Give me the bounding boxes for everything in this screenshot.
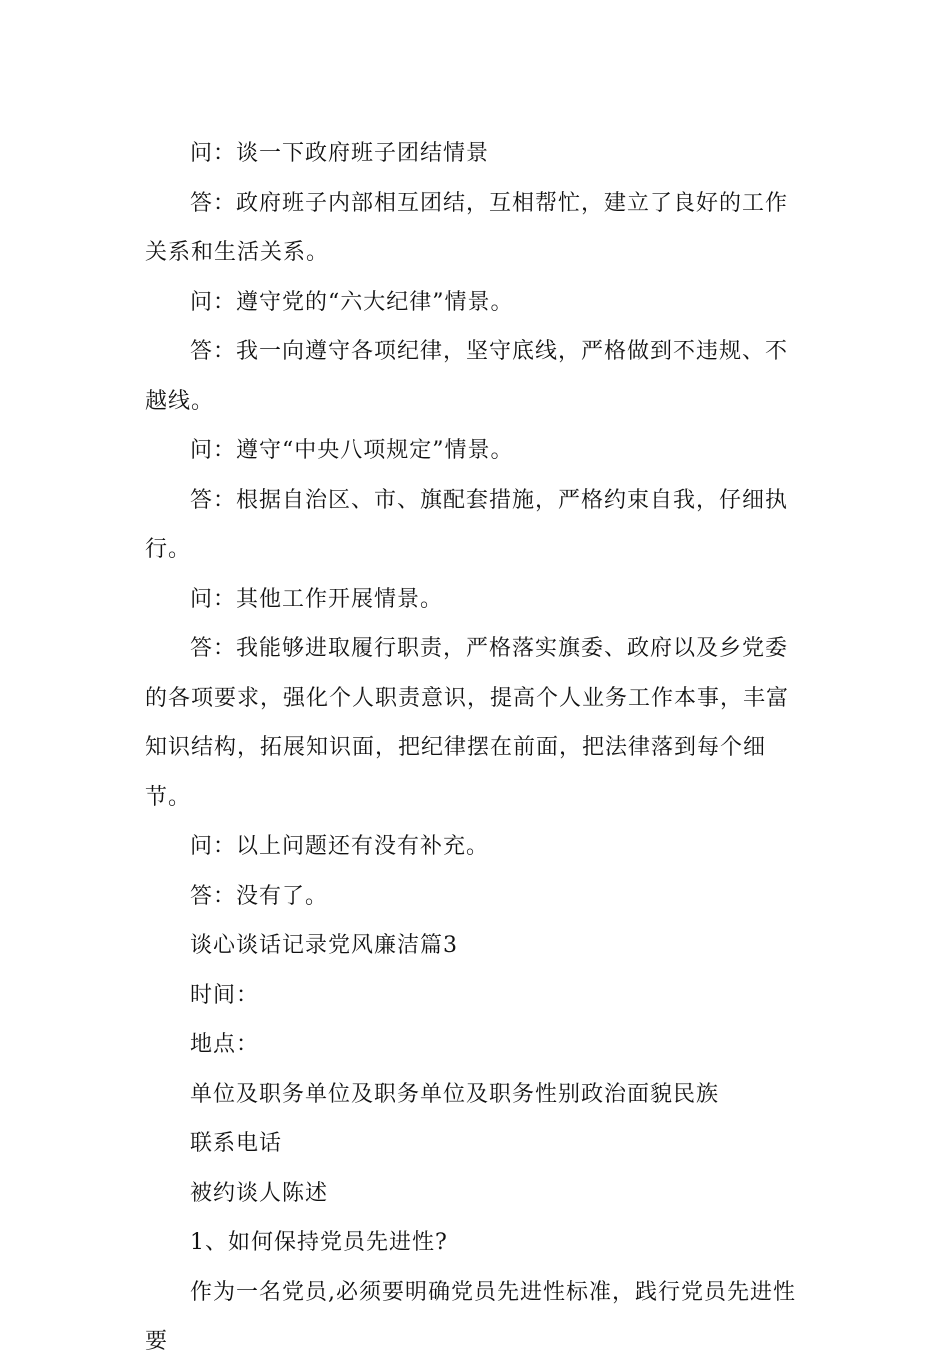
answer-paragraph: 答：我能够进取履行职责，严格落实旗委、政府以及乡党委的各项要求，强化个人职责意识，提高个人业务工作本事，丰富知识结构，拓展知识面，把纪律摆在前面，把法律落到每个细节。 xyxy=(145,636,790,810)
phone-label: 联系电话 xyxy=(190,1131,283,1156)
statement-label: 被约谈人陈述 xyxy=(190,1180,329,1206)
answer-paragraph: 答：没有了。 xyxy=(190,883,329,909)
body-paragraph: 作为一名党员,必须要明确党员先进性标准，践行党员先进性要 xyxy=(145,1279,796,1354)
section-title: 谈心谈话记录党风廉洁篇3 xyxy=(190,933,458,958)
question-paragraph: 问：其他工作开展情景。 xyxy=(190,586,444,612)
question-paragraph: 问：谈一下政府班子团结情景 xyxy=(190,141,490,166)
info-fields-row: 单位及职务单位及职务单位及职务性别政治面貌民族 xyxy=(190,1081,720,1107)
answer-paragraph: 答：我一向遵守各项纪律，坚守底线，严格做到不违规、不越线。 xyxy=(145,339,789,414)
time-label: 时间： xyxy=(190,982,260,1008)
question-paragraph: 问：以上问题还有没有补充。 xyxy=(190,834,490,859)
location-label: 地点： xyxy=(190,1032,260,1057)
answer-paragraph: 答：根据自治区、市、旗配套措施，严格约束自我，仔细执行。 xyxy=(145,487,789,562)
question-paragraph: 问：遵守党的“六大纪律”情景。 xyxy=(190,289,514,315)
answer-paragraph: 答：政府班子内部相互团结，互相帮忙，建立了良好的工作关系和生活关系。 xyxy=(145,190,789,265)
document-body xyxy=(145,129,810,1367)
numbered-question: 1、如何保持党员先进性? xyxy=(190,1230,448,1255)
question-paragraph: 问：遵守“中央八项规定”情景。 xyxy=(190,438,514,463)
